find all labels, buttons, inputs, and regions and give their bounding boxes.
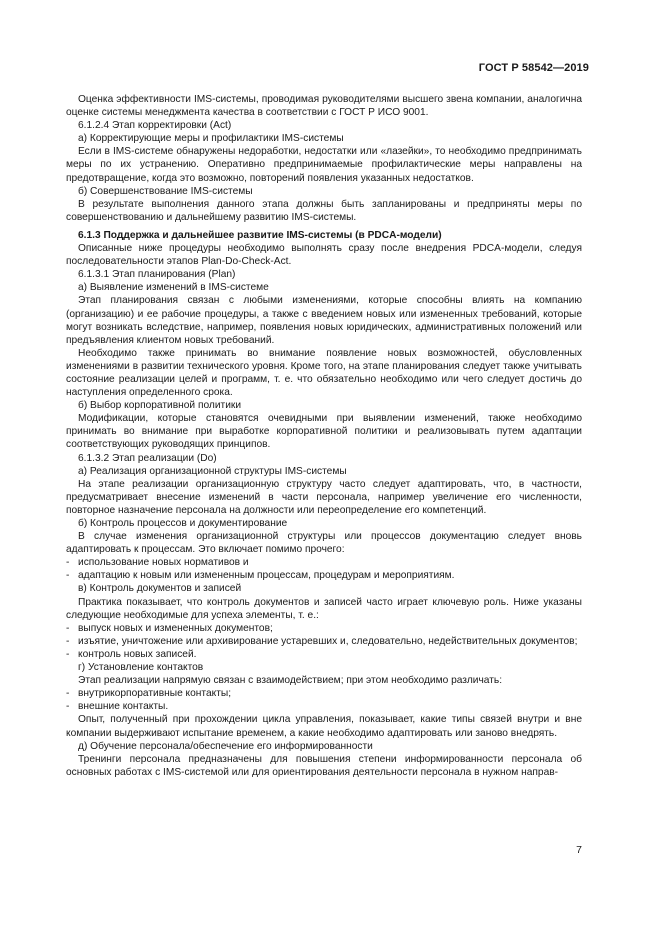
paragraph: г) Установление контактов: [78, 662, 204, 674]
section-heading: 6.1.3 Поддержка и дальнейшее развитие IMS-системы (в PDCA-модели): [78, 229, 442, 241]
paragraph: 6.1.3.2 Этап реализации (Do): [78, 452, 217, 464]
paragraph: Этап планирования связан с любыми изменениями, которые способны влиять на компанию (организацию) и ее рабочие процедуры, а также с введением новых или измененных требований, которые могут возникать вследствие, например, появления новых юридических, административных положений или предъявления клиентом новых требований.: [66, 295, 582, 346]
paragraph: Модификации, которые становятся очевидными при выявлении изменений, также необходимо принимать во внимание при выработке корпоративной политики и реализовывать путем адаптации соответствующих руководящих принципов.: [66, 413, 582, 451]
document-standard-header: ГОСТ Р 58542—2019: [478, 62, 589, 74]
list-item-text: контроль новых записей.: [78, 648, 197, 660]
paragraph: Тренинги персонала предназначены для повышения степени информированности персонала об основных работах с IMS-системой или для ориентирования деятельности персонала в нужном направ-: [66, 753, 582, 778]
paragraph: Оценка эффективности IMS-системы, проводимая руководителями высшего звена компании, аналогична оценке системы менеджмента качества в соответствии с ГОСТ Р ИСО 9001.: [66, 94, 582, 119]
list-item-text: внутрикорпоративные контакты;: [78, 688, 232, 700]
list-dash: -: [66, 570, 70, 582]
paragraph: б) Выбор корпоративной политики: [78, 400, 242, 412]
list-item: [66, 687, 582, 700]
paragraph: б) Совершенствование IMS-системы: [78, 185, 253, 197]
list-item: [66, 700, 582, 713]
paragraph: Практика показывает, что контроль документов и записей часто играет ключевую роль. Ниже указаны следующие необходимые для успеха элементы, т. е.:: [66, 596, 582, 621]
paragraph: На этапе реализации организационную структуру часто следует адаптировать, что, в частности, предусматривает внесение изменений в части персонала, например увеличение его численности, повторное назначение персонала на должности или переопределение его компетенций.: [66, 478, 582, 516]
list-dash: -: [66, 557, 70, 569]
paragraph: В результате выполнения данного этапа должны быть запланированы и предприняты меры по совершенствованию и дальнейшему развитию IMS-системы.: [66, 198, 582, 223]
list-item: [66, 648, 582, 661]
paragraph: В случае изменения организационной структуры или процессов документацию следует вновь адаптировать к процессам. Это включает помимо прочего:: [66, 531, 582, 556]
list-item: [66, 635, 582, 648]
paragraph: а) Выявление изменений в IMS-системе: [78, 282, 269, 294]
list-item: [66, 622, 582, 635]
list-dash: -: [66, 635, 70, 647]
paragraph: 6.1.3.1 Этап планирования (Plan): [78, 269, 236, 281]
paragraph: Если в IMS-системе обнаружены недоработки, недостатки или «лазейки», то необходимо предпринимать меры по их устранению. Оперативно предпринимаемые профилактические меры направлены на предотвращение, когда это возможно, повторений появления указанных недостатков.: [66, 146, 582, 184]
list-item: [66, 556, 582, 569]
list-dash: -: [66, 648, 70, 660]
paragraph: Этап реализации напрямую связан с взаимодействием; при этом необходимо различать:: [78, 675, 503, 687]
list-item-text: адаптацию к новым или измененным процессам, процедурам и мероприятиям.: [78, 570, 455, 582]
paragraph: в) Контроль документов и записей: [78, 583, 242, 595]
list-item-text: внешние контакты.: [78, 701, 169, 713]
paragraph: д) Обучение персонала/обеспечение его информированности: [78, 740, 373, 752]
paragraph: а) Реализация организационной структуры IMS-системы: [78, 465, 347, 477]
list-item-text: выпуск новых и измененных документов;: [78, 622, 273, 634]
paragraph: а) Корректирующие меры и профилактики IMS-системы: [78, 133, 344, 145]
list-dash: -: [66, 688, 70, 700]
list-item-text: изъятие, уничтожение или архивирование устаревших и, следовательно, недействительных документов;: [78, 635, 578, 647]
paragraph: 6.1.2.4 Этап корректировки (Act): [78, 120, 232, 132]
document-body: [66, 93, 582, 779]
list-item: [66, 569, 582, 582]
paragraph: Описанные ниже процедуры необходимо выполнять сразу после внедрения PDCA-модели, следуя последовательности этапов Plan-Do-Check-Act.: [66, 243, 582, 268]
paragraph: Необходимо также принимать во внимание появление новых возможностей, обусловленных изменениями в развитии технического уровня. Кроме того, на этапе планирования следует также учитывать состояние реализации целей и программ, т. е. что обязательно необходимо или чего следует достичь до наступления определенного срока.: [66, 347, 582, 399]
list-item-text: использование новых нормативов и: [78, 557, 249, 569]
list-dash: -: [66, 622, 70, 634]
list-dash: -: [66, 701, 70, 713]
page-number: 7: [576, 844, 582, 856]
paragraph: б) Контроль процессов и документирование: [78, 518, 288, 529]
paragraph: Опыт, полученный при прохождении цикла управления, показывает, какие типы связей внутри и вне компании выдерживают испытание временем, а какие необходимо адаптировать или заново внедрять.: [66, 714, 582, 739]
